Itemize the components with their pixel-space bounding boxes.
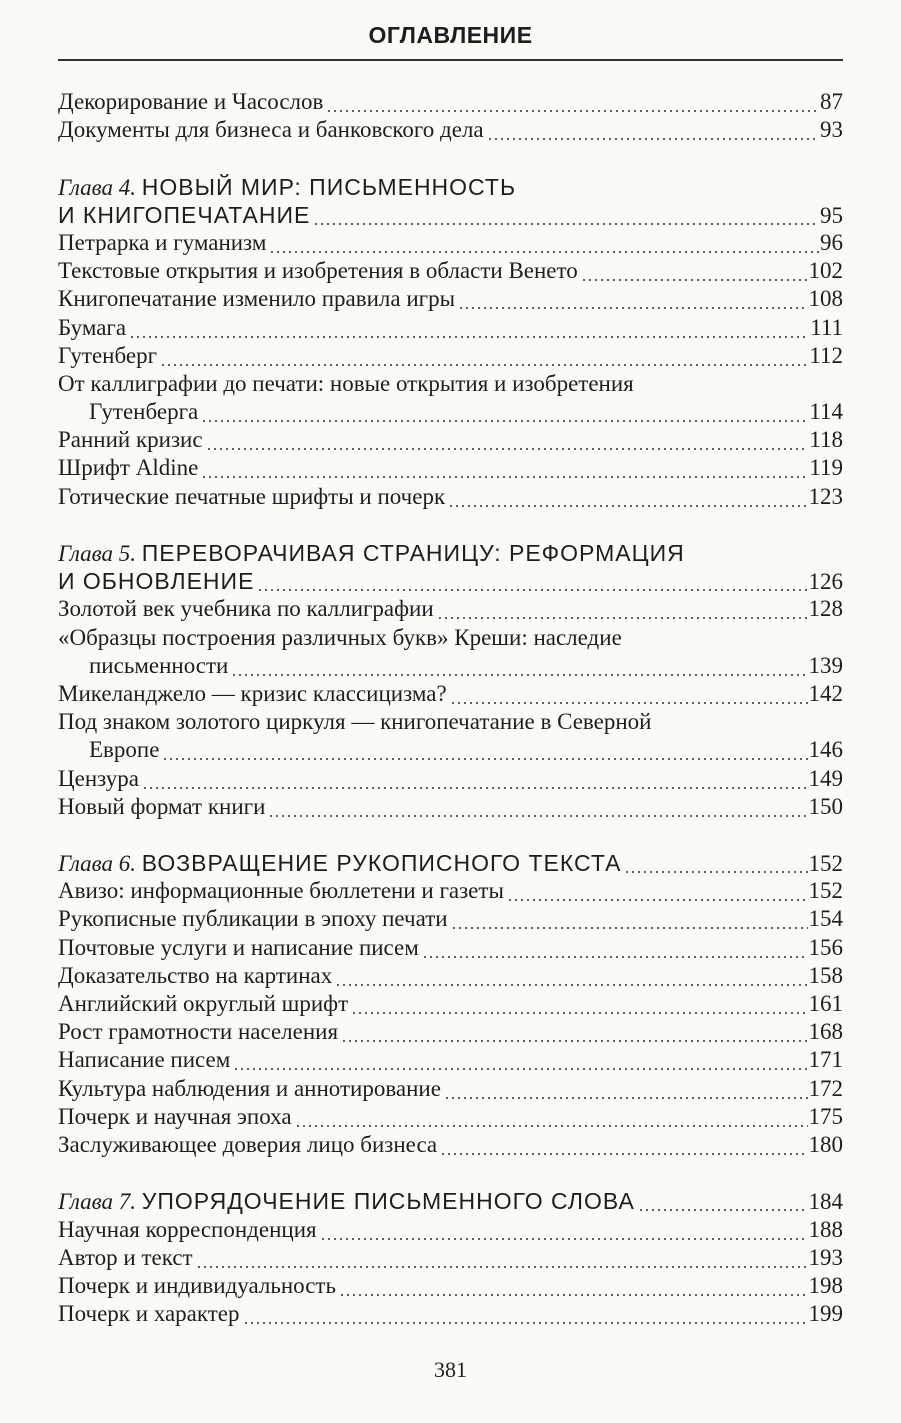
toc-entry [58, 398, 843, 426]
dot-leader [442, 1075, 808, 1103]
toc-entry-line [58, 370, 843, 398]
toc-entry-title: Цензура [58, 765, 139, 791]
toc-entry [58, 962, 843, 990]
toc-page-number: 172 [808, 1075, 843, 1101]
toc-page-number: 146 [808, 737, 843, 763]
chapter-heading-line [58, 173, 843, 201]
header-rule [58, 59, 843, 61]
toc-entry-title-cont: письменности [89, 652, 229, 678]
toc-entry-title: Готические печатные шрифты и почерк [58, 483, 446, 509]
section-gap [58, 1159, 843, 1187]
dot-leader [324, 88, 819, 116]
toc-page-number: 180 [808, 1131, 843, 1157]
dot-leader [579, 257, 808, 285]
table-of-contents [58, 88, 843, 1328]
dot-leader [229, 652, 807, 680]
dot-leader [622, 849, 807, 877]
toc-page-number: 198 [808, 1272, 843, 1298]
toc-page-number: 156 [808, 934, 843, 960]
dot-leader [158, 342, 808, 370]
toc-entry [58, 595, 843, 623]
toc-entry [58, 736, 843, 764]
toc-entry-title: Ранний кризис [58, 427, 203, 453]
toc-page-number: 119 [809, 455, 843, 481]
toc-entry [58, 567, 843, 595]
toc-entry-title: Декорирование и Часослов [58, 89, 324, 114]
toc-page-number: 158 [808, 962, 843, 988]
toc-entry [58, 934, 843, 962]
toc-page-number: 184 [808, 1189, 843, 1215]
toc-entry-title: Почерк и индивидуальность [58, 1272, 336, 1298]
toc-entry [58, 905, 843, 933]
toc-entry-title: Книгопечатание изменило правила игры [58, 286, 456, 312]
toc-entry-title: Рукописные публикации в эпоху печати [58, 906, 448, 932]
section-gap [58, 511, 843, 539]
toc-entry [58, 1103, 843, 1131]
toc-page-number: 93 [820, 117, 843, 143]
toc-entry-title: От каллиграфии до печати: новые открытия и изобретения [58, 370, 634, 396]
toc-entry-title: Заслуживающее доверия лицо бизнеса [58, 1131, 438, 1157]
dot-leader [449, 905, 808, 933]
toc-entry-title: Написание писем [58, 1047, 231, 1073]
chapter-title: ВОЗВРАЩЕНИЕ РУКОПИСНОГО ТЕКСТА [141, 850, 622, 877]
dot-leader [485, 116, 819, 144]
toc-page-number: 171 [808, 1047, 843, 1073]
chapter-title: УПОРЯДОЧЕНИЕ ПИСЬМЕННОГО СЛОВА [141, 1188, 635, 1215]
dot-leader [333, 962, 807, 990]
toc-entry [58, 454, 843, 482]
toc-entry [58, 257, 843, 285]
toc-entry-title: Петрарка и гуманизм [58, 229, 267, 255]
toc-entry-title: Документы для бизнеса и банковского дела [58, 117, 484, 143]
toc-entry-title: Микеланджело — кризис классицизма? [58, 680, 447, 706]
toc-entry-line [58, 708, 843, 736]
toc-page-number: 142 [808, 680, 843, 706]
toc-entry-title: Английский округлый шрифт [58, 991, 349, 1016]
dot-leader [438, 1131, 807, 1159]
chapter-title: НОВЫЙ МИР: ПИСЬМЕННОСТЬ [141, 173, 517, 200]
toc-page-number: 95 [820, 202, 843, 228]
toc-page-number: 152 [808, 878, 843, 904]
dot-leader [311, 201, 819, 229]
toc-entry [58, 793, 843, 821]
dot-leader [448, 680, 808, 708]
toc-entry [58, 1018, 843, 1046]
toc-entry [58, 201, 843, 229]
toc-entry-title: Под знаком золотого циркуля — книгопечатание в Северной [58, 709, 652, 735]
toc-entry [58, 1216, 843, 1244]
dot-leader [255, 567, 807, 595]
toc-entry [58, 426, 843, 454]
toc-entry [58, 990, 843, 1018]
toc-page-number: 87 [820, 89, 843, 114]
toc-page-number: 112 [809, 342, 843, 368]
toc-entry [58, 849, 843, 877]
toc-entry [58, 1131, 843, 1159]
chapter-title-cont [58, 567, 254, 595]
toc-page-number: 108 [808, 286, 843, 312]
toc-entry [58, 1187, 843, 1215]
toc-entry-title-cont: Гутенберга [89, 399, 199, 425]
toc-entry-title: Почтовые услуги и написание писем [58, 934, 419, 960]
dot-leader [160, 736, 807, 764]
dot-leader [204, 426, 809, 454]
toc-entry-line [58, 624, 843, 652]
toc-page-number: 199 [808, 1301, 843, 1327]
dot-leader [505, 877, 808, 905]
chapter-heading [58, 541, 685, 566]
toc-entry [58, 1075, 843, 1103]
chapter-title: И ОБНОВЛЕНИЕ [58, 568, 255, 595]
toc-entry [58, 1046, 843, 1074]
toc-entry [58, 483, 843, 511]
toc-entry [58, 1272, 843, 1300]
section-gap [58, 144, 843, 172]
chapter-label: Глава 5. [58, 541, 136, 566]
chapter-title: И КНИГОПЕЧАТАНИЕ [58, 201, 311, 228]
toc-entry [58, 88, 843, 116]
toc-entry-title: Авизо: информационные бюллетени и газеты [58, 878, 504, 904]
toc-page-number: 123 [808, 483, 843, 509]
dot-leader [420, 934, 808, 962]
chapter-title-cont [58, 201, 310, 229]
chapter-label: Глава 6. [58, 851, 136, 877]
toc-page-number: 126 [808, 569, 843, 595]
toc-entry-title: Почерк и научная эпоха [58, 1103, 292, 1129]
toc-page-number: 168 [808, 1019, 843, 1045]
toc-entry-title: Рост грамотности населения [58, 1019, 339, 1045]
toc-page-number: 161 [808, 991, 843, 1016]
dot-leader [435, 595, 808, 623]
dot-leader [337, 1272, 808, 1300]
chapter-heading [58, 849, 621, 877]
chapter-title: ПЕРЕВОРАЧИВАЯ СТРАНИЦУ: РЕФОРМАЦИЯ [141, 540, 685, 566]
toc-page-number: 154 [808, 906, 843, 932]
chapter-heading [58, 175, 516, 200]
toc-entry [58, 1300, 843, 1328]
toc-entry [58, 877, 843, 905]
dot-leader [349, 990, 807, 1018]
toc-page-number: 150 [808, 793, 843, 819]
dot-leader [241, 1300, 808, 1328]
dot-leader [446, 483, 807, 511]
dot-leader [140, 765, 808, 793]
toc-entry-title: Новый формат книги [58, 793, 266, 819]
toc-entry-title: «Образцы построения различных букв» Креши: наследие [58, 624, 622, 650]
toc-entry-title: Гутенберг [58, 342, 158, 368]
toc-entry [58, 680, 843, 708]
dot-leader [199, 398, 808, 426]
toc-entry [58, 314, 843, 342]
chapter-heading [58, 1187, 635, 1215]
toc-page-number: 128 [808, 596, 843, 622]
chapter-heading-line [58, 539, 843, 567]
section-gap [58, 821, 843, 849]
chapter-label: Глава 7. [58, 1189, 136, 1215]
toc-entry-title: Доказательство на картинах [58, 962, 333, 988]
toc-page-number: 193 [808, 1244, 843, 1270]
toc-entry-title: Автор и текст [58, 1244, 193, 1270]
toc-entry [58, 1244, 843, 1272]
toc-entry [58, 652, 843, 680]
dot-leader [318, 1216, 808, 1244]
chapter-label: Глава 4. [58, 174, 136, 200]
toc-entry [58, 342, 843, 370]
toc-page-number: 102 [808, 258, 843, 284]
dot-leader [293, 1103, 808, 1131]
toc-page-number: 139 [808, 652, 843, 678]
page-header: ОГЛАВЛЕНИЕ [368, 22, 533, 48]
toc-entry-title: Научная корреспонденция [58, 1216, 317, 1242]
toc-entry-title: Золотой век учебника по каллиграфии [58, 596, 434, 622]
dot-leader [127, 314, 809, 342]
toc-page-number: 118 [809, 427, 843, 453]
dot-leader [636, 1187, 808, 1215]
toc-entry [58, 285, 843, 313]
dot-leader [231, 1046, 807, 1074]
dot-leader [266, 793, 807, 821]
dot-leader [339, 1018, 807, 1046]
toc-entry [58, 116, 843, 144]
toc-entry [58, 765, 843, 793]
toc-entry-title: Культура наблюдения и аннотирование [58, 1075, 441, 1101]
toc-page-number: 111 [810, 314, 843, 340]
dot-leader [199, 454, 808, 482]
page-number: 381 [434, 1357, 467, 1382]
toc-page-number: 149 [808, 765, 843, 791]
toc-page-number: 114 [809, 399, 843, 425]
toc-page-number: 96 [820, 229, 843, 255]
dot-leader [194, 1244, 808, 1272]
toc-entry-title-cont: Европе [89, 737, 160, 763]
dot-leader [456, 285, 807, 313]
toc-entry-title: Бумага [58, 314, 127, 340]
toc-page-number: 152 [808, 851, 843, 877]
toc-page-number: 188 [808, 1216, 843, 1242]
toc-entry [58, 229, 843, 257]
toc-entry-title: Почерк и характер [58, 1301, 240, 1327]
toc-entry-title: Текстовые открытия и изобретения в области Венето [58, 258, 578, 284]
toc-page-number: 175 [808, 1103, 843, 1129]
dot-leader [267, 229, 819, 257]
toc-entry-title: Шрифт Aldine [58, 455, 199, 481]
